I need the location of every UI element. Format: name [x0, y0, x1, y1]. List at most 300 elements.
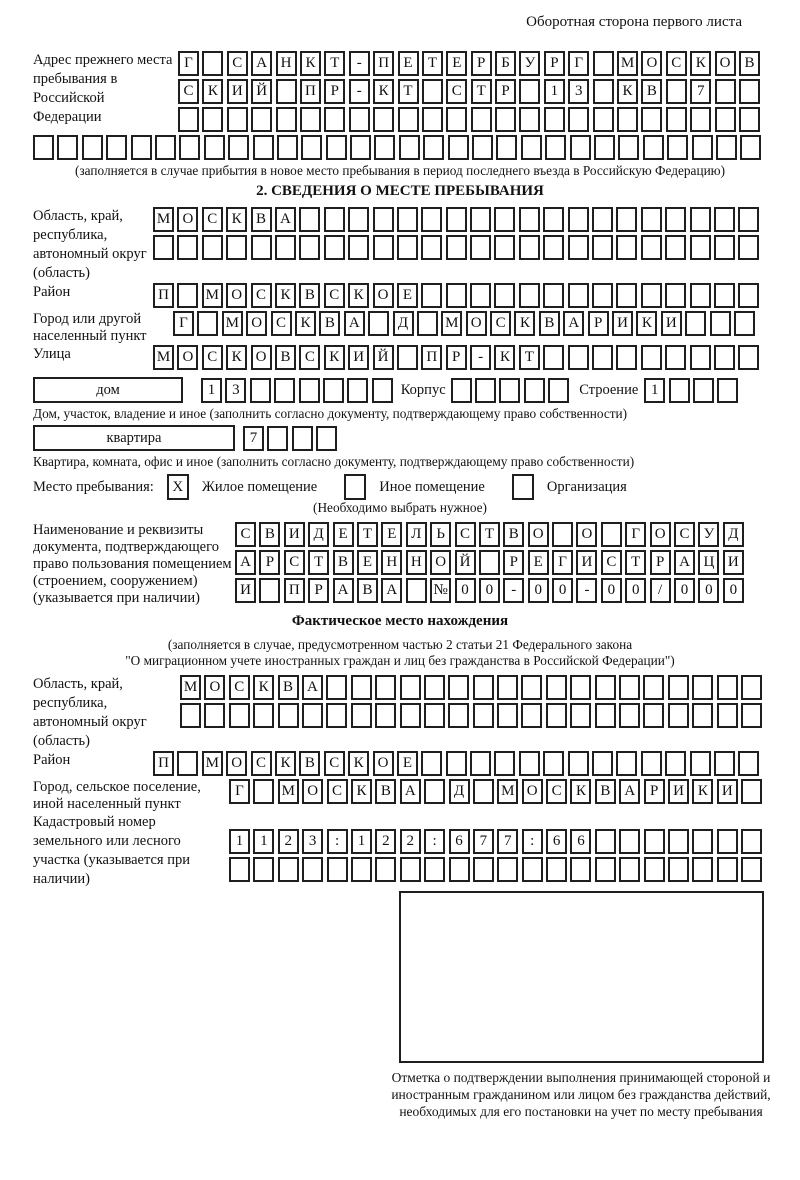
char-box[interactable]: С — [227, 51, 248, 76]
char-box[interactable] — [446, 207, 467, 232]
char-box[interactable]: С — [324, 283, 345, 308]
char-box[interactable]: М — [222, 311, 243, 336]
char-box[interactable]: Д — [449, 779, 470, 804]
char-box[interactable]: 7 — [243, 426, 264, 451]
char-box[interactable]: О — [430, 550, 451, 575]
char-box[interactable]: Т — [422, 51, 443, 76]
char-box[interactable]: К — [275, 751, 296, 776]
char-box[interactable] — [665, 283, 686, 308]
char-box[interactable] — [619, 829, 640, 854]
char-box[interactable] — [106, 135, 127, 160]
char-box[interactable]: № — [430, 578, 451, 603]
char-box[interactable] — [299, 235, 320, 260]
char-box[interactable]: П — [421, 345, 442, 370]
char-box[interactable]: И — [661, 311, 682, 336]
char-box[interactable] — [710, 311, 731, 336]
char-box[interactable] — [690, 751, 711, 776]
char-box[interactable] — [473, 703, 494, 728]
char-box[interactable] — [644, 857, 665, 882]
char-box[interactable]: М — [441, 311, 462, 336]
char-box[interactable] — [570, 135, 591, 160]
char-box[interactable]: О — [246, 311, 267, 336]
char-box[interactable] — [668, 675, 689, 700]
char-box[interactable] — [421, 283, 442, 308]
char-box[interactable] — [519, 107, 540, 132]
char-box[interactable]: С — [202, 345, 223, 370]
char-box[interactable] — [692, 829, 713, 854]
char-box[interactable]: Е — [446, 51, 467, 76]
char-box[interactable]: В — [319, 311, 340, 336]
char-box[interactable] — [323, 378, 344, 403]
char-box[interactable]: Н — [276, 51, 297, 76]
char-box[interactable] — [546, 675, 567, 700]
char-box[interactable] — [278, 703, 299, 728]
char-box[interactable] — [548, 378, 569, 403]
char-box[interactable] — [717, 829, 738, 854]
char-box[interactable] — [595, 857, 616, 882]
char-box[interactable]: С — [284, 550, 305, 575]
char-box[interactable]: Е — [381, 522, 402, 547]
char-box[interactable]: М — [278, 779, 299, 804]
char-box[interactable]: Е — [357, 550, 378, 575]
char-box[interactable]: 7 — [497, 829, 518, 854]
char-box[interactable]: В — [259, 522, 280, 547]
char-box[interactable] — [227, 107, 248, 132]
char-box[interactable]: О — [373, 283, 394, 308]
char-box[interactable] — [641, 107, 662, 132]
char-box[interactable] — [618, 135, 639, 160]
char-box[interactable] — [714, 751, 735, 776]
char-box[interactable] — [717, 857, 738, 882]
char-box[interactable]: О — [715, 51, 736, 76]
char-box[interactable]: : — [424, 829, 445, 854]
char-box[interactable] — [479, 550, 500, 575]
char-box[interactable] — [665, 751, 686, 776]
char-box[interactable] — [715, 107, 736, 132]
char-box[interactable]: И — [723, 550, 744, 575]
char-box[interactable]: В — [503, 522, 524, 547]
char-box[interactable] — [180, 703, 201, 728]
char-box[interactable] — [373, 235, 394, 260]
char-box[interactable] — [324, 207, 345, 232]
char-box[interactable] — [543, 283, 564, 308]
char-box[interactable]: В — [375, 779, 396, 804]
char-box[interactable]: И — [227, 79, 248, 104]
char-box[interactable] — [131, 135, 152, 160]
char-box[interactable] — [277, 135, 298, 160]
char-box[interactable] — [473, 675, 494, 700]
char-box[interactable] — [643, 135, 664, 160]
char-box[interactable]: О — [522, 779, 543, 804]
char-box[interactable]: В — [278, 675, 299, 700]
char-box[interactable] — [714, 283, 735, 308]
char-box[interactable]: К — [226, 207, 247, 232]
char-box[interactable]: 3 — [225, 378, 246, 403]
char-box[interactable] — [690, 235, 711, 260]
char-box[interactable] — [368, 311, 389, 336]
char-box[interactable]: К — [300, 51, 321, 76]
char-box[interactable] — [400, 703, 421, 728]
char-box[interactable] — [714, 235, 735, 260]
char-box[interactable] — [397, 235, 418, 260]
char-box[interactable]: О — [641, 51, 662, 76]
char-box[interactable] — [568, 235, 589, 260]
char-box[interactable]: Е — [333, 522, 354, 547]
char-box[interactable] — [693, 378, 714, 403]
char-box[interactable]: К — [348, 751, 369, 776]
char-box[interactable]: С — [446, 79, 467, 104]
char-box[interactable] — [595, 829, 616, 854]
char-box[interactable]: К — [617, 79, 638, 104]
char-box[interactable] — [692, 857, 713, 882]
char-box[interactable] — [448, 675, 469, 700]
char-box[interactable]: Й — [373, 345, 394, 370]
char-box[interactable] — [316, 426, 337, 451]
char-box[interactable] — [643, 675, 664, 700]
char-box[interactable] — [251, 107, 272, 132]
char-box[interactable] — [616, 235, 637, 260]
char-box[interactable]: Й — [251, 79, 272, 104]
char-box[interactable]: М — [617, 51, 638, 76]
char-box[interactable] — [668, 857, 689, 882]
char-box[interactable] — [204, 135, 225, 160]
char-box[interactable]: С — [674, 522, 695, 547]
char-box[interactable] — [543, 751, 564, 776]
char-box[interactable]: Ь — [430, 522, 451, 547]
char-box[interactable] — [326, 135, 347, 160]
char-box[interactable] — [692, 675, 713, 700]
char-box[interactable]: А — [302, 675, 323, 700]
char-box[interactable]: М — [153, 345, 174, 370]
char-box[interactable]: К — [253, 675, 274, 700]
char-box[interactable]: Г — [229, 779, 250, 804]
char-box[interactable] — [738, 207, 759, 232]
char-box[interactable]: Е — [528, 550, 549, 575]
char-box[interactable]: К — [324, 345, 345, 370]
char-box[interactable]: Р — [446, 345, 467, 370]
char-box[interactable] — [398, 107, 419, 132]
char-box[interactable]: Д — [393, 311, 414, 336]
char-box[interactable]: Г — [173, 311, 194, 336]
char-box[interactable] — [448, 703, 469, 728]
char-box[interactable]: Й — [455, 550, 476, 575]
char-box[interactable]: Р — [308, 578, 329, 603]
char-box[interactable]: 1 — [544, 79, 565, 104]
char-box[interactable] — [592, 235, 613, 260]
char-box[interactable] — [400, 857, 421, 882]
char-box[interactable]: С — [324, 751, 345, 776]
char-box[interactable]: 1 — [201, 378, 222, 403]
char-box[interactable] — [423, 135, 444, 160]
char-box[interactable] — [57, 135, 78, 160]
char-box[interactable]: С — [546, 779, 567, 804]
char-box[interactable] — [422, 107, 443, 132]
char-box[interactable] — [228, 135, 249, 160]
char-box[interactable] — [741, 703, 762, 728]
char-box[interactable]: О — [226, 751, 247, 776]
char-box[interactable] — [424, 857, 445, 882]
char-box[interactable]: Б — [495, 51, 516, 76]
char-box[interactable] — [372, 378, 393, 403]
char-box[interactable]: О — [302, 779, 323, 804]
char-box[interactable] — [326, 675, 347, 700]
char-box[interactable]: - — [349, 51, 370, 76]
char-box[interactable]: - — [576, 578, 597, 603]
char-box[interactable] — [592, 751, 613, 776]
char-box[interactable] — [375, 703, 396, 728]
char-box[interactable] — [253, 779, 274, 804]
char-box[interactable] — [690, 107, 711, 132]
char-box[interactable] — [641, 751, 662, 776]
char-box[interactable] — [229, 703, 250, 728]
char-box[interactable] — [519, 79, 540, 104]
char-box[interactable]: Г — [568, 51, 589, 76]
char-box[interactable] — [552, 522, 573, 547]
char-box[interactable] — [495, 107, 516, 132]
char-box[interactable]: 1 — [229, 829, 250, 854]
char-box[interactable]: О — [576, 522, 597, 547]
char-box[interactable]: А — [275, 207, 296, 232]
char-box[interactable]: 1 — [644, 378, 665, 403]
char-box[interactable]: Т — [357, 522, 378, 547]
char-box[interactable]: 7 — [690, 79, 711, 104]
char-box[interactable]: 0 — [674, 578, 695, 603]
char-box[interactable]: 1 — [253, 829, 274, 854]
char-box[interactable]: В — [539, 311, 560, 336]
char-box[interactable] — [178, 107, 199, 132]
char-box[interactable] — [494, 207, 515, 232]
char-box[interactable] — [417, 311, 438, 336]
char-box[interactable]: 0 — [601, 578, 622, 603]
char-box[interactable] — [601, 522, 622, 547]
char-box[interactable]: Р — [259, 550, 280, 575]
char-box[interactable] — [499, 378, 520, 403]
char-box[interactable] — [451, 378, 472, 403]
char-box[interactable] — [665, 207, 686, 232]
char-box[interactable]: С — [601, 550, 622, 575]
char-box[interactable]: Г — [625, 522, 646, 547]
char-box[interactable]: Е — [397, 283, 418, 308]
char-box[interactable] — [470, 283, 491, 308]
stay-type-checkbox-organization[interactable] — [512, 474, 534, 500]
char-box[interactable]: О — [466, 311, 487, 336]
char-box[interactable] — [494, 751, 515, 776]
char-box[interactable] — [267, 426, 288, 451]
char-box[interactable]: С — [229, 675, 250, 700]
char-box[interactable] — [568, 283, 589, 308]
char-box[interactable] — [668, 703, 689, 728]
char-box[interactable] — [375, 857, 396, 882]
char-box[interactable] — [179, 135, 200, 160]
stay-type-checkbox-residential[interactable]: X — [167, 474, 189, 500]
char-box[interactable]: О — [251, 345, 272, 370]
char-box[interactable] — [521, 703, 542, 728]
char-box[interactable] — [570, 675, 591, 700]
char-box[interactable] — [473, 857, 494, 882]
char-box[interactable] — [738, 235, 759, 260]
char-box[interactable] — [155, 135, 176, 160]
char-box[interactable] — [326, 703, 347, 728]
char-box[interactable] — [399, 135, 420, 160]
char-box[interactable]: Т — [625, 550, 646, 575]
char-box[interactable] — [741, 779, 762, 804]
char-box[interactable] — [717, 675, 738, 700]
char-box[interactable] — [546, 703, 567, 728]
char-box[interactable]: С — [455, 522, 476, 547]
char-box[interactable]: К — [514, 311, 535, 336]
char-box[interactable]: П — [153, 283, 174, 308]
char-box[interactable] — [226, 235, 247, 260]
char-box[interactable] — [717, 378, 738, 403]
char-box[interactable]: Т — [471, 79, 492, 104]
char-box[interactable]: 0 — [479, 578, 500, 603]
char-box[interactable]: С — [178, 79, 199, 104]
char-box[interactable] — [424, 779, 445, 804]
char-box[interactable] — [592, 207, 613, 232]
char-box[interactable]: Т — [398, 79, 419, 104]
char-box[interactable] — [595, 675, 616, 700]
char-box[interactable] — [595, 703, 616, 728]
char-box[interactable] — [519, 751, 540, 776]
char-box[interactable] — [473, 779, 494, 804]
char-box[interactable] — [594, 135, 615, 160]
char-box[interactable] — [665, 345, 686, 370]
char-box[interactable] — [446, 751, 467, 776]
char-box[interactable] — [568, 207, 589, 232]
char-box[interactable] — [204, 703, 225, 728]
char-box[interactable] — [544, 107, 565, 132]
char-box[interactable]: С — [271, 311, 292, 336]
char-box[interactable]: И — [576, 550, 597, 575]
char-box[interactable]: С — [490, 311, 511, 336]
char-box[interactable]: О — [177, 207, 198, 232]
char-box[interactable] — [470, 207, 491, 232]
char-box[interactable] — [643, 703, 664, 728]
char-box[interactable]: 6 — [449, 829, 470, 854]
char-box[interactable] — [592, 345, 613, 370]
char-box[interactable] — [324, 107, 345, 132]
char-box[interactable] — [738, 283, 759, 308]
char-box[interactable] — [593, 107, 614, 132]
char-box[interactable] — [351, 675, 372, 700]
char-box[interactable]: У — [519, 51, 540, 76]
char-box[interactable]: С — [202, 207, 223, 232]
stay-type-checkbox-other[interactable] — [344, 474, 366, 500]
char-box[interactable]: А — [251, 51, 272, 76]
char-box[interactable]: : — [522, 829, 543, 854]
char-box[interactable] — [250, 378, 271, 403]
char-box[interactable]: И — [668, 779, 689, 804]
char-box[interactable]: - — [503, 578, 524, 603]
char-box[interactable]: Р — [644, 779, 665, 804]
char-box[interactable]: 0 — [625, 578, 646, 603]
char-box[interactable]: К — [226, 345, 247, 370]
char-box[interactable] — [470, 751, 491, 776]
char-box[interactable]: П — [373, 51, 394, 76]
char-box[interactable] — [741, 829, 762, 854]
char-box[interactable]: О — [373, 751, 394, 776]
char-box[interactable]: М — [202, 283, 223, 308]
char-box[interactable] — [348, 207, 369, 232]
char-box[interactable] — [685, 311, 706, 336]
char-box[interactable]: А — [563, 311, 584, 336]
char-box[interactable] — [33, 135, 54, 160]
char-box[interactable] — [251, 235, 272, 260]
char-box[interactable] — [741, 675, 762, 700]
char-box[interactable] — [641, 207, 662, 232]
char-box[interactable]: О — [177, 345, 198, 370]
char-box[interactable] — [202, 51, 223, 76]
char-box[interactable]: К — [570, 779, 591, 804]
char-box[interactable] — [738, 345, 759, 370]
char-box[interactable]: С — [666, 51, 687, 76]
char-box[interactable]: 2 — [278, 829, 299, 854]
char-box[interactable] — [593, 79, 614, 104]
char-box[interactable] — [519, 207, 540, 232]
char-box[interactable] — [668, 829, 689, 854]
char-box[interactable] — [714, 207, 735, 232]
char-box[interactable] — [543, 235, 564, 260]
char-box[interactable] — [543, 207, 564, 232]
char-box[interactable]: В — [251, 207, 272, 232]
char-box[interactable] — [568, 751, 589, 776]
char-box[interactable]: К — [692, 779, 713, 804]
char-box[interactable]: К — [690, 51, 711, 76]
char-box[interactable]: К — [202, 79, 223, 104]
char-box[interactable]: К — [494, 345, 515, 370]
char-box[interactable] — [616, 207, 637, 232]
char-box[interactable]: П — [153, 751, 174, 776]
char-box[interactable] — [202, 235, 223, 260]
char-box[interactable] — [421, 207, 442, 232]
char-box[interactable] — [400, 675, 421, 700]
char-box[interactable]: 0 — [698, 578, 719, 603]
char-box[interactable] — [497, 703, 518, 728]
char-box[interactable]: А — [381, 578, 402, 603]
char-box[interactable] — [253, 135, 274, 160]
char-box[interactable] — [327, 857, 348, 882]
char-box[interactable]: Р — [588, 311, 609, 336]
char-box[interactable] — [424, 703, 445, 728]
char-box[interactable]: К — [348, 283, 369, 308]
char-box[interactable] — [616, 751, 637, 776]
char-box[interactable] — [519, 283, 540, 308]
char-box[interactable]: А — [333, 578, 354, 603]
char-box[interactable]: И — [717, 779, 738, 804]
char-box[interactable] — [741, 857, 762, 882]
char-box[interactable] — [197, 311, 218, 336]
char-box[interactable]: Р — [650, 550, 671, 575]
char-box[interactable]: 1 — [351, 829, 372, 854]
char-box[interactable] — [302, 703, 323, 728]
char-box[interactable] — [349, 107, 370, 132]
char-box[interactable]: М — [202, 751, 223, 776]
char-box[interactable]: А — [400, 779, 421, 804]
char-box[interactable] — [666, 79, 687, 104]
char-box[interactable] — [374, 135, 395, 160]
char-box[interactable] — [347, 378, 368, 403]
char-box[interactable]: Т — [324, 51, 345, 76]
char-box[interactable] — [641, 345, 662, 370]
char-box[interactable] — [616, 283, 637, 308]
char-box[interactable] — [692, 135, 713, 160]
char-box[interactable] — [301, 135, 322, 160]
char-box[interactable]: Г — [178, 51, 199, 76]
char-box[interactable]: 6 — [546, 829, 567, 854]
char-box[interactable] — [519, 235, 540, 260]
char-box[interactable] — [739, 107, 760, 132]
char-box[interactable]: Е — [397, 751, 418, 776]
